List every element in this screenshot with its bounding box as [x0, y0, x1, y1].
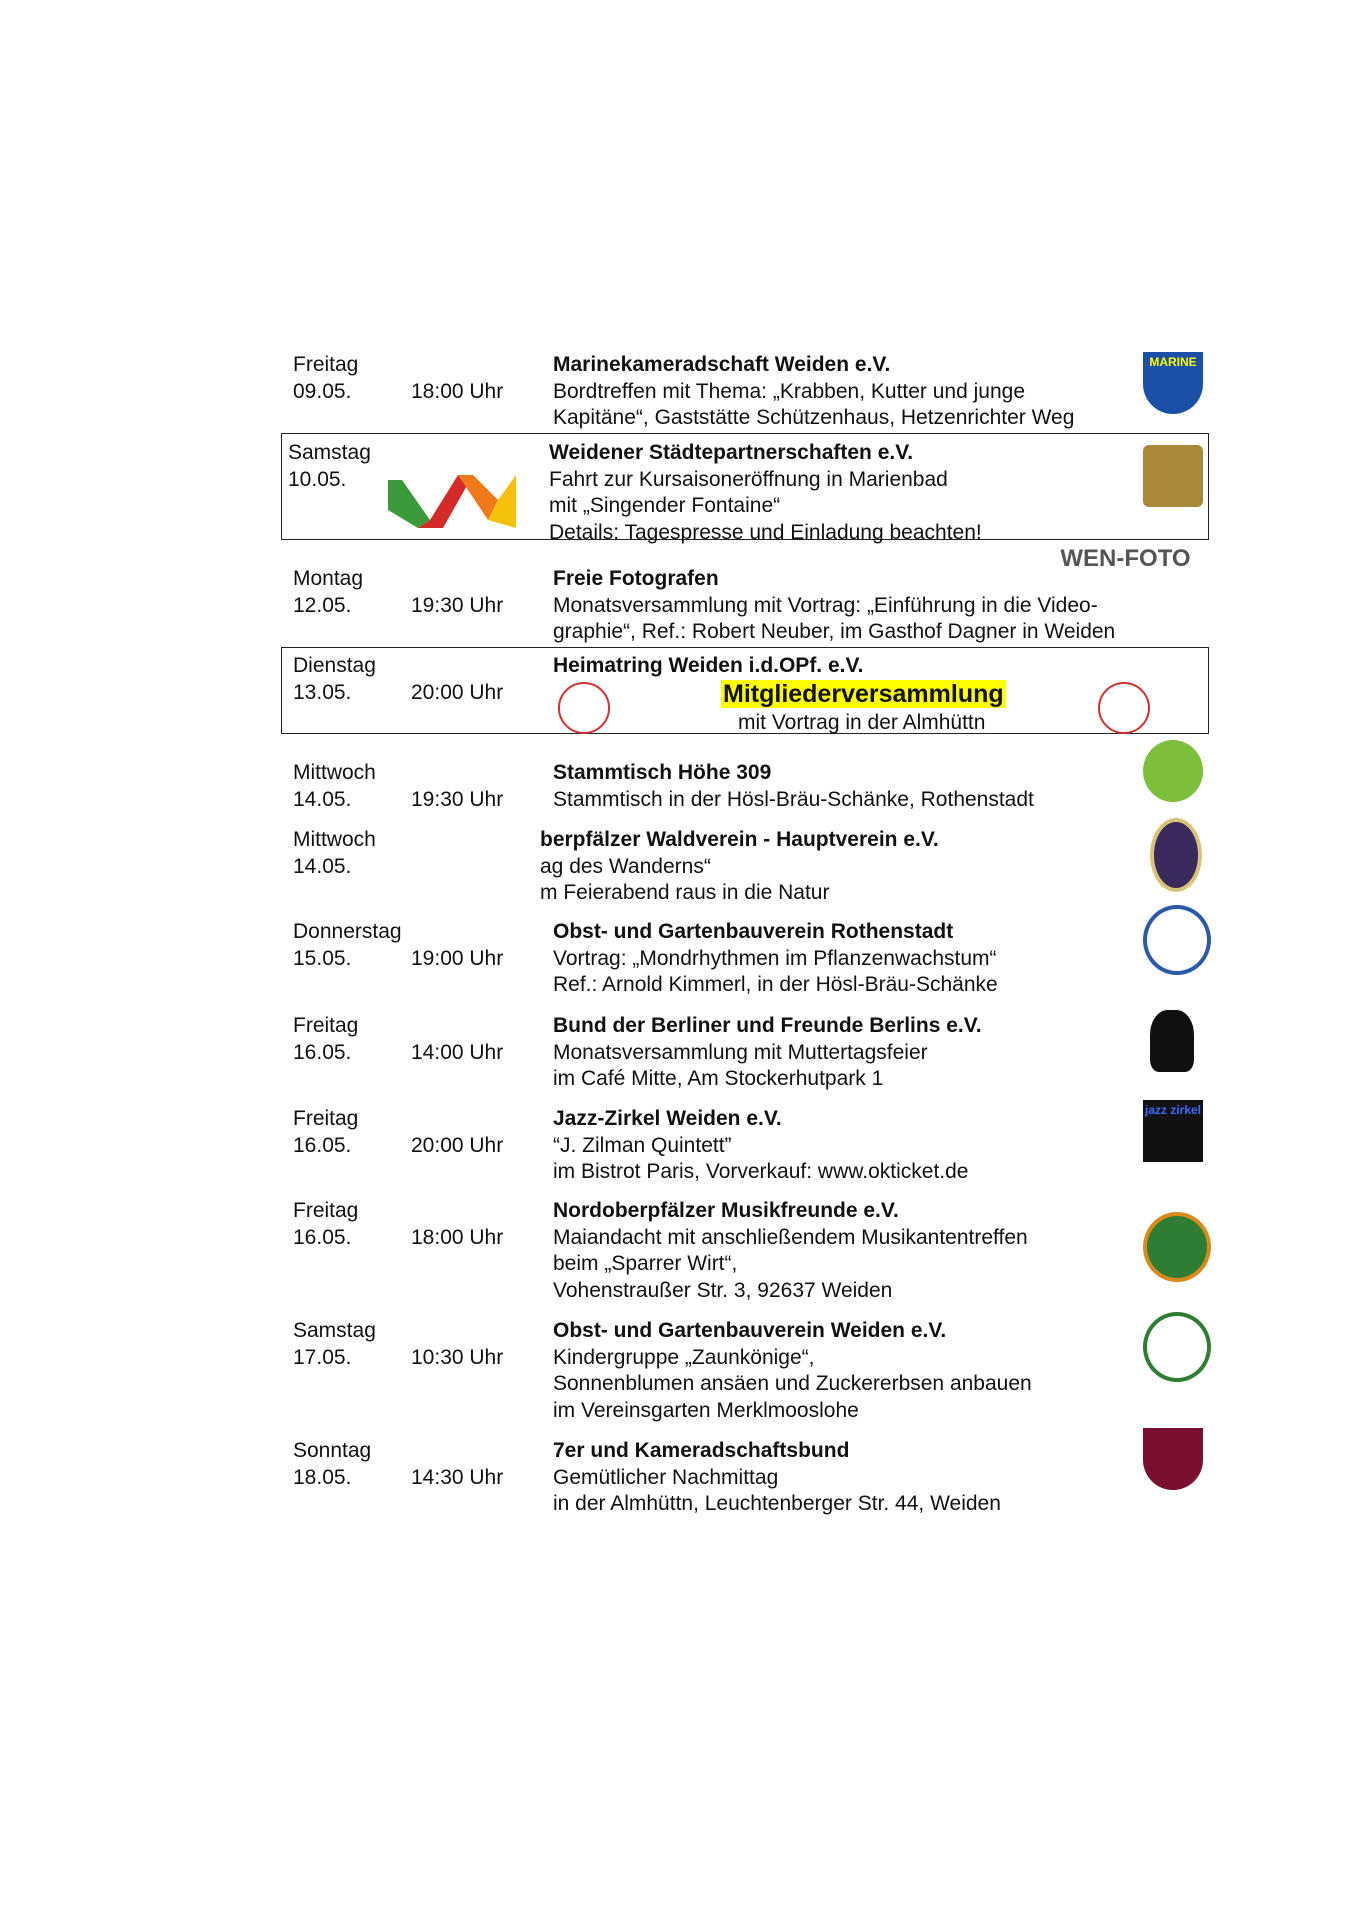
event-description — [553, 1318, 1032, 1424]
event-organizer: berpfälzer Waldverein - Hauptverein e.V. — [540, 828, 939, 851]
event-day: Sonntag — [293, 1439, 372, 1462]
event-description — [553, 1106, 968, 1186]
organization-logo-icon: MARINE — [1143, 352, 1203, 414]
event-day: Freitag — [293, 1014, 359, 1037]
event-date: 16.05. — [293, 1225, 352, 1249]
event-day: Donnerstag — [293, 920, 402, 943]
event-detail-line: beim „Sparrer Wirt“, — [553, 1252, 738, 1275]
event-time: 18:00 Uhr — [411, 379, 504, 403]
event-detail-line: m Feierabend raus in die Natur — [540, 881, 830, 904]
event-detail-line: im Café Mitte, Am Stockerhutpark 1 — [553, 1067, 884, 1090]
event-detail-line: Ref.: Arnold Kimmerl, in der Hösl-Bräu-Schänke — [553, 973, 998, 996]
event-day: Samstag — [293, 1319, 376, 1342]
event-date: 18.05. — [293, 1465, 352, 1489]
organization-logo-icon: WEN-FOTO — [1060, 545, 1191, 572]
event-detail-line: mit „Singender Fontaine“ — [549, 494, 781, 517]
event-organizer: Obst- und Gartenbauverein Weiden e.V. — [553, 1319, 947, 1342]
organization-logo-icon — [1143, 740, 1203, 802]
event-detail-line: “J. Zilman Quintett” — [553, 1133, 732, 1157]
organization-logo-icon — [1143, 1428, 1203, 1490]
organization-logo-icon — [1150, 818, 1202, 892]
organization-logo-icon — [1143, 905, 1211, 975]
organization-logo-icon — [1098, 682, 1150, 734]
event-description — [553, 1438, 1001, 1518]
event-date: 16.05. — [293, 1133, 352, 1157]
event-detail-line: Details: Tagespresse und Einladung beachten! — [549, 520, 982, 544]
event-detail-line: Fahrt zur Kursaisoneröffnung in Marienbad — [549, 467, 948, 491]
event-detail-line: Gemütlicher Nachmittag — [553, 1465, 779, 1489]
event-organizer: Jazz-Zirkel Weiden e.V. — [553, 1107, 782, 1130]
event-date: 15.05. — [293, 946, 352, 970]
event-description — [553, 1198, 1028, 1304]
event-time: 20:00 Uhr — [411, 1133, 504, 1157]
event-organizer: Obst- und Gartenbauverein Rothenstadt — [553, 920, 954, 943]
event-organizer: Heimatring Weiden i.d.OPf. e.V. — [553, 654, 864, 677]
event-date: 12.05. — [293, 593, 352, 617]
event-detail-line: ag des Wanderns“ — [540, 854, 711, 878]
event-time: 18:00 Uhr — [411, 1225, 504, 1249]
event-organizer: Weidener Städtepartnerschaften e.V. — [549, 441, 914, 464]
event-detail-line: im Bistrot Paris, Vorverkauf: www.okticket.de — [553, 1160, 969, 1183]
event-day: Mittwoch — [293, 761, 376, 784]
event-detail-line: Monatsversammlung mit Muttertagsfeier — [553, 1040, 928, 1064]
event-detail-line: Bordtreffen mit Thema: „Krabben, Kutter und junge — [553, 379, 1025, 403]
organization-logo-icon — [1143, 1212, 1211, 1282]
event-highlight: Mitgliederversammlung — [723, 679, 1004, 708]
event-date: 14.05. — [293, 787, 352, 811]
event-organizer: Freie Fotografen — [553, 567, 719, 590]
event-date: 09.05. — [293, 379, 352, 403]
event-organizer: Bund der Berliner und Freunde Berlins e.V. — [553, 1014, 982, 1037]
event-description — [553, 1013, 982, 1093]
event-day: Freitag — [293, 1107, 359, 1130]
event-organizer: Stammtisch Höhe 309 — [553, 761, 772, 784]
event-description — [549, 440, 982, 546]
event-description — [553, 566, 1115, 646]
event-description — [553, 653, 1006, 736]
event-detail-line: Sonnenblumen ansäen und Zuckererbsen anbauen — [553, 1372, 1032, 1395]
event-detail-line: mit Vortrag in der Almhüttn — [738, 710, 986, 734]
event-day: Mittwoch — [293, 828, 376, 851]
event-detail-line: Vortrag: „Mondrhythmen im Pflanzenwachstum“ — [553, 946, 997, 970]
partnership-ribbon-logo-icon — [388, 470, 518, 530]
event-date: 17.05. — [293, 1345, 352, 1369]
event-detail-line: Maiandacht mit anschließendem Musikantentreffen — [553, 1225, 1028, 1249]
event-detail-line: Kapitäne“, Gaststätte Schützenhaus, Hetzenrichter Weg — [553, 406, 1075, 429]
event-description — [540, 827, 939, 907]
event-day: Samstag — [288, 441, 371, 464]
event-date: 16.05. — [293, 1040, 352, 1064]
event-day: Freitag — [293, 1199, 359, 1222]
event-description — [553, 352, 1074, 432]
event-time: 10:30 Uhr — [411, 1345, 504, 1369]
event-description — [553, 919, 998, 999]
organization-logo-icon — [1143, 1312, 1211, 1382]
event-organizer: 7er und Kameradschaftsbund — [553, 1439, 850, 1462]
event-detail-line: Kindergruppe „Zaunkönige“, — [553, 1345, 815, 1369]
event-time: 19:30 Uhr — [411, 787, 504, 811]
event-day: Montag — [293, 567, 364, 590]
event-organizer: Nordoberpfälzer Musikfreunde e.V. — [553, 1199, 899, 1222]
event-detail-line: in der Almhüttn, Leuchtenberger Str. 44, Weiden — [553, 1492, 1001, 1515]
event-description — [553, 760, 1034, 813]
event-detail-line: Vohenstraußer Str. 3, 92637 Weiden — [553, 1278, 893, 1302]
event-organizer: Marinekameradschaft Weiden e.V. — [553, 353, 891, 376]
event-detail-line: Stammtisch in der Hösl-Bräu-Schänke, Rothenstadt — [553, 787, 1034, 811]
event-detail-line: graphie“, Ref.: Robert Neuber, im Gasthof Dagner in Weiden — [553, 620, 1116, 643]
event-time: 19:30 Uhr — [411, 593, 504, 617]
organization-logo-icon — [1143, 445, 1203, 507]
event-time: 19:00 Uhr — [411, 946, 504, 970]
event-time: 14:00 Uhr — [411, 1040, 504, 1064]
event-day: Freitag — [293, 353, 359, 376]
event-day: Dienstag — [293, 654, 376, 677]
organization-logo-icon: jazz zirkel — [1143, 1100, 1203, 1162]
event-time: 14:30 Uhr — [411, 1465, 504, 1489]
event-detail-line: Monatsversammlung mit Vortrag: „Einführung in die Video- — [553, 593, 1098, 617]
organization-logo-icon — [558, 682, 610, 734]
event-date: 13.05. — [293, 680, 352, 704]
organization-logo-icon — [1150, 1010, 1194, 1072]
event-time: 20:00 Uhr — [411, 680, 504, 704]
event-date: 10.05. — [288, 467, 347, 491]
event-detail-line: im Vereinsgarten Merklmooslohe — [553, 1398, 859, 1422]
event-date: 14.05. — [293, 854, 352, 878]
